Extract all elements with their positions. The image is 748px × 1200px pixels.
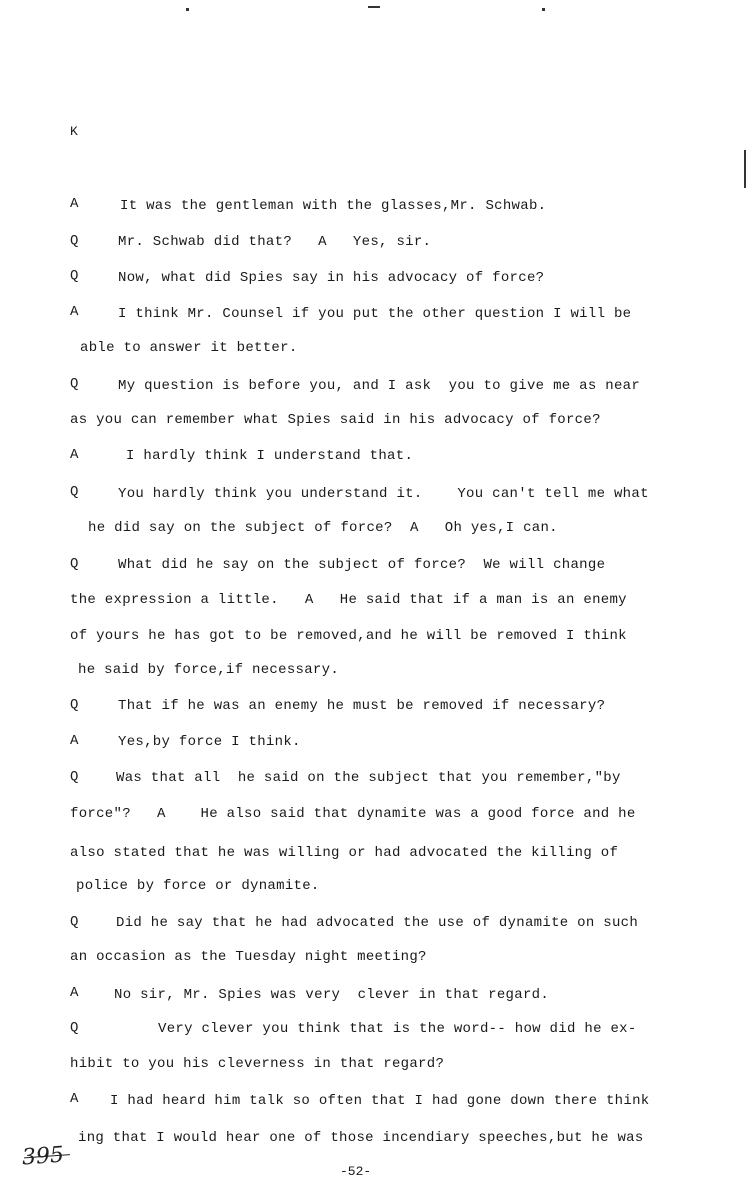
testimony-line: hibit to you his cleverness in that regard? [70, 1056, 445, 1072]
testimony-line: I think Mr. Counsel if you put the other question I will be [118, 306, 632, 322]
testimony-line: Was that all he said on the subject that you remember,"by [116, 770, 621, 786]
top-mark [368, 6, 380, 8]
testimony-line: That if he was an enemy he must be removed if necessary? [118, 698, 606, 714]
testimony-line: force"? A He also said that dynamite was a good force and he [70, 806, 636, 822]
speaker-label: Q [70, 1020, 79, 1036]
testimony-line: Now, what did Spies say in his advocacy of force? [118, 270, 545, 286]
testimony-line: I hardly think I understand that. [126, 448, 414, 464]
testimony-line: able to answer it better. [80, 340, 298, 356]
speaker-label: Q [70, 484, 79, 500]
speaker-label: Q [70, 268, 79, 284]
testimony-line: What did he say on the subject of force? We will change [118, 557, 606, 573]
speaker-label: A [70, 733, 79, 749]
speaker-label: A [70, 196, 79, 212]
testimony-line: he did say on the subject of force? A Oh yes,I can. [88, 520, 558, 536]
speaker-label: A [70, 447, 79, 463]
testimony-line: You hardly think you understand it. You can't tell me what [118, 486, 649, 502]
top-dot [542, 8, 545, 11]
top-dot [186, 8, 189, 11]
testimony-line: as you can remember what Spies said in his advocacy of force? [70, 412, 601, 428]
speaker-label: Q [70, 556, 79, 572]
testimony-line: police by force or dynamite. [76, 878, 320, 894]
speaker-label: Q [70, 769, 79, 785]
testimony-line: It was the gentleman with the glasses,Mr. Schwab. [120, 198, 547, 214]
speaker-label: Q [70, 376, 79, 392]
speaker-label: Q [70, 914, 79, 930]
speaker-label: Q [70, 697, 79, 713]
speaker-label: A [70, 1091, 79, 1107]
testimony-line: Yes,by force I think. [118, 734, 301, 750]
speaker-label: A [70, 304, 79, 320]
testimony-line: ing that I would hear one of those incendiary speeches,but he was [78, 1130, 644, 1146]
speaker-label: A [70, 985, 79, 1001]
testimony-line: an occasion as the Tuesday night meeting? [70, 949, 427, 965]
speaker-label: Q [70, 233, 79, 249]
edge-mark [744, 150, 746, 188]
testimony-line: Did he say that he had advocated the use of dynamite on such [116, 915, 639, 931]
testimony-line: the expression a little. A He said that if a man is an enemy [70, 592, 627, 608]
page-number: -52- [340, 1164, 372, 1179]
testimony-line: of yours he has got to be removed,and he will be removed I think [70, 628, 627, 644]
testimony-line: Very clever you think that is the word-- how did he ex- [158, 1021, 637, 1037]
testimony-line: I had heard him talk so often that I had gone down there think [110, 1093, 650, 1109]
handwritten-page-number: 395 [21, 1142, 65, 1171]
testimony-line: he said by force,if necessary. [78, 662, 340, 678]
testimony-line: Mr. Schwab did that? A Yes, sir. [118, 234, 432, 250]
testimony-line: also stated that he was willing or had advocated the killing of [70, 845, 619, 861]
testimony-line: No sir, Mr. Spies was very clever in that regard. [114, 987, 550, 1003]
section-marker: K [70, 124, 78, 139]
testimony-line: My question is before you, and I ask you to give me as near [118, 378, 641, 394]
